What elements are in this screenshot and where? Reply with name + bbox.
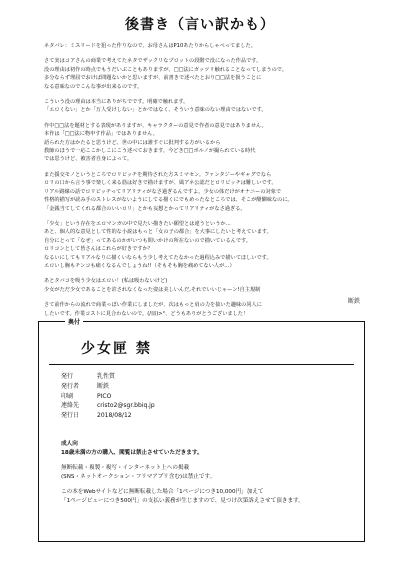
penalty-notice: この本をWebサイトなどに無断転載した場合「1ページにつき10,000円」加えて 「1ページビューにつき500円」の支払い義務が生じますので、見つけ次第訴えさせて頂きます。 xyxy=(61,489,304,504)
info-value: 乳性質 xyxy=(97,373,116,380)
afterword-paragraph: さて実はコアさんの商業で考えてたネタでザックリなプロットの段階で没になった作品です。 没の理由は初作の時点でもうだいぶこともありますが、□□法にガッツリ触れることなってしまうので。 多分ならず理屈でおけば問題ないかと思いますが、前書きで述べたとおり□□法を扱うことに なる意味なのでこんな事が出来るのです。 xyxy=(44,58,288,90)
info-row xyxy=(61,392,155,402)
afterword-paragraph: こういう没の理由は本当にありがちでです。明確で触れます。 「エロくない」とか「万人受けしない」とかではなく、そういう意味のない理由ではないです。 xyxy=(44,99,267,114)
afterword-paragraph: 作中□□法を題材とする表現がありますが、キャラクターの意見で作者の意見ではありません。 本作は「□□法に物申す作品」ではありません。 語られた方はかたると思うけど、世の中には誰すぐに批判する方がいるから 教師のほうで一応ここかしこにこう述べておきます。今どき□□ポルノが撮られている時代 では思うけど、被害者自身によって。 xyxy=(44,122,267,163)
info-row xyxy=(61,401,155,411)
info-key: 発行者 xyxy=(61,382,80,390)
afterword-paragraph: あとタバコを吸う少女はエロい！(私は吸わないけど) 少女がただ少女であることを許されなくなった姿は美しいんだ,それでいいじゃーン!自主規制 xyxy=(44,278,261,293)
afterword-paragraph: 「少女」という存在をエロマンガの中で見たい描きたい願望とは違うというか… あと、個人的な意見として性的な小説はもっと「女の子の都合」を大事にしたいと考えています。 自分にとって「なぜ」ってあるのかがいつも問いかけの所在ないので描いているんです。 ロリコンとして皆さんはこれらが好きですか？ なるいにしてもリアルなりに描くいならもう少し考えてたなかった過程込みで描いてほしいです。 エロいし胸もチンコも痛くなるんでしょうね!!（そもそも胸を痛めてない人が…） xyxy=(44,220,272,269)
afterword-paragraph: さて前作からの流れで商業っぽい作業にしましたが、次はもっと肩の力を抜いた趣味の同人に したいです。作業コストに見合わないので。(/皿)>°、どうもありがとうございました！ xyxy=(44,302,262,317)
colophon-box xyxy=(38,321,365,542)
colophon-info xyxy=(61,372,155,421)
info-key: 連絡先 xyxy=(61,402,80,410)
afterword-body xyxy=(44,42,374,325)
info-row xyxy=(61,372,155,382)
info-key: 発行日 xyxy=(61,412,80,420)
afterword-paragraph: ネタバレ：ミスリードを狙った作りなので、お母さんはP10あたりからしゃべってました。 xyxy=(44,43,256,49)
info-value: 断鉄 xyxy=(97,382,110,390)
colophon-notes xyxy=(61,440,361,512)
info-key: 発行 xyxy=(61,373,74,380)
info-value: PICO xyxy=(97,392,112,400)
adult-notice: 成人向 18歳未満の方の購入、閲覧は禁止させていただきます。 xyxy=(61,441,203,456)
info-key: 印刷 xyxy=(61,392,74,400)
book-title: 少女匣 禁 xyxy=(81,341,152,357)
info-row xyxy=(61,382,155,392)
colophon-divider xyxy=(49,364,354,365)
info-row xyxy=(61,411,155,421)
author-signature: 断鉄 xyxy=(347,298,360,305)
colophon-label: 奥付 xyxy=(65,317,83,326)
page-title: 後書き（言い訳かも） xyxy=(125,17,275,33)
reproduction-notice: 無断転載・複製・複写・インターネット上への掲載 (SNS・ネットオークション・フリマアプリ含む)は禁止です。 xyxy=(61,465,216,480)
info-value: 2018/08/12 xyxy=(97,412,132,420)
contact-email: cristo2@sgr.bbiq.jp xyxy=(97,402,155,410)
afterword-paragraph: また援交モノというところでロリビッチを期待された方スミマセン。ファンタジーやギャグでなら ロリの口から言う事で楽しく来る筋は好きで描けますが、風アネ公認だとロリビッチは難しいです。 リアル路線の話でロリビッチってリアリティがなさ過ぎるんですよ。少女の体だけがオナニーの対象で 性格的描写が読み手のストレスがないようにしてる描くにでもめったなところでは、そこが醍醐味なのに。 「金銭当てしてくれる都合のいいロリ」とかも妄想とかってリアリティがなさ過ぎる。 xyxy=(44,171,293,212)
